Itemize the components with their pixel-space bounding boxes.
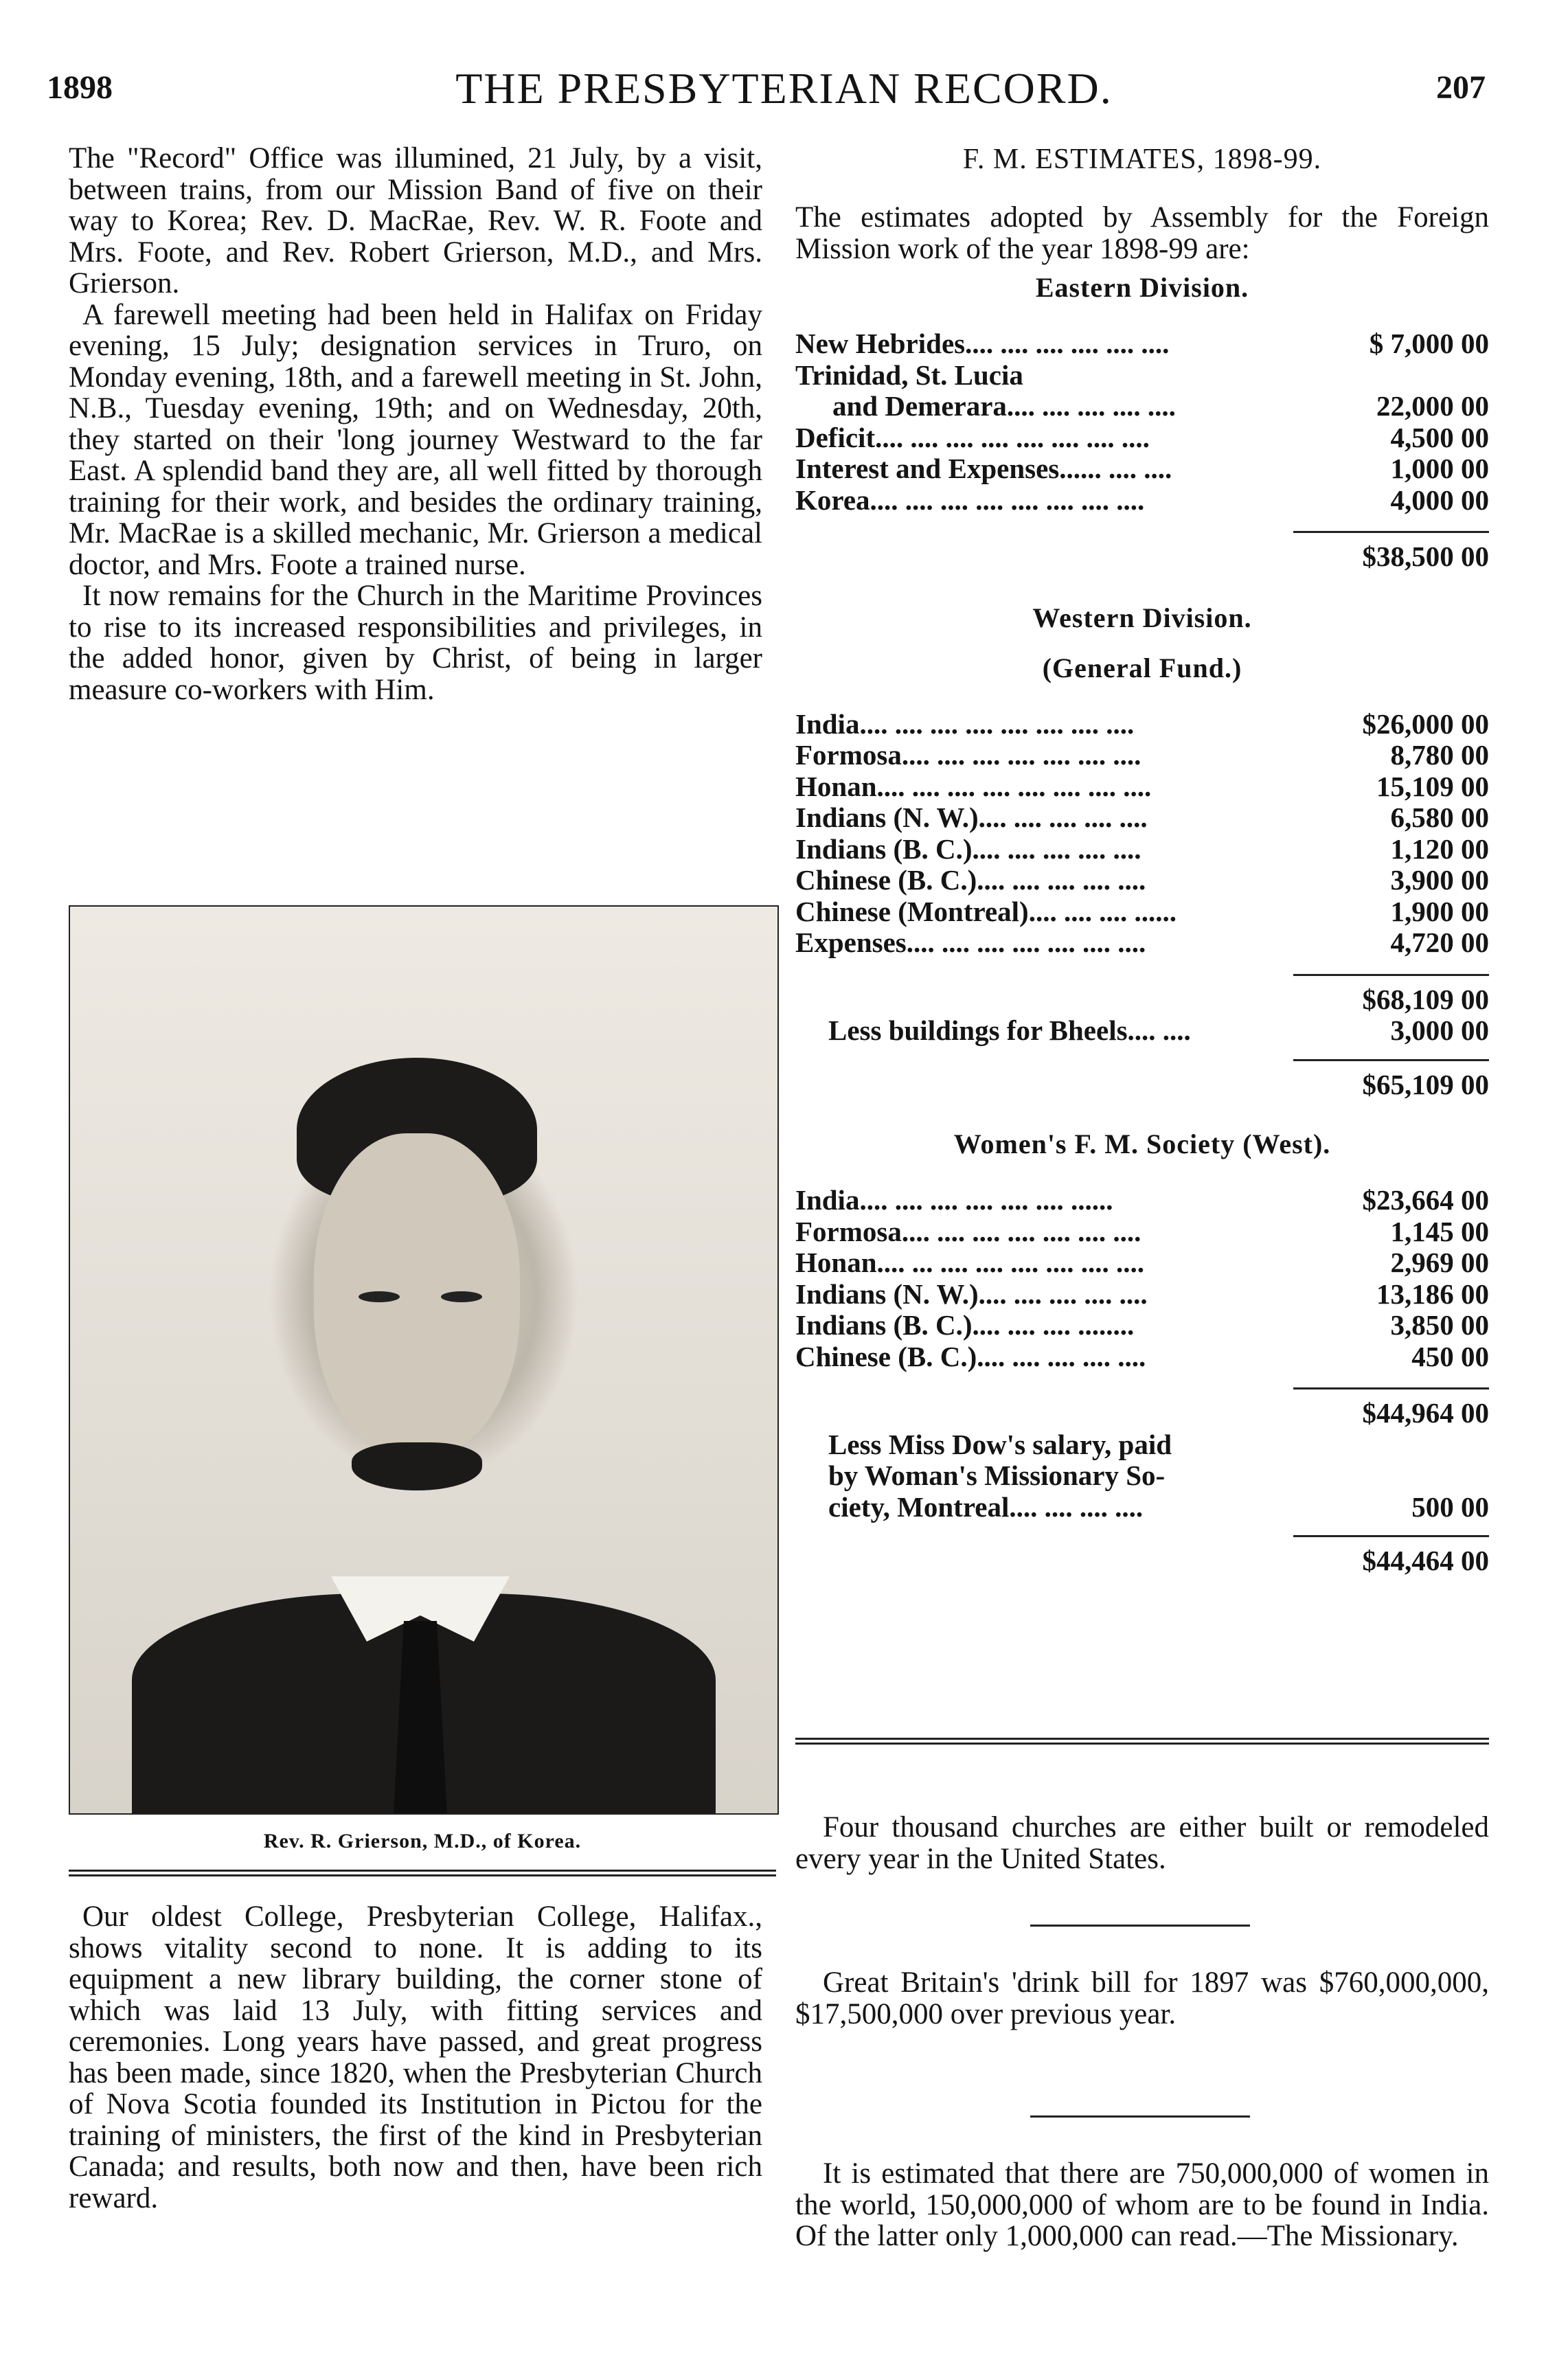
general-fund-heading: (General Fund.) <box>1042 652 1242 683</box>
paragraph-record-visit: The "Record" Office was illumined, 21 July, by a visit, between trains, from our Mission Band of five on their way to Korea; Rev. D. MacRae, Rev. W. R. Foote and Mrs. Foote, and Rev. Robert Grierson, M.D., and Mrs. Grierson. <box>69 142 762 299</box>
estimates-title: F. M. ESTIMATES, 1898-99. <box>962 144 1322 175</box>
total-rule <box>1293 531 1489 533</box>
paragraph-farewell-meeting: A farewell meeting had been held in Halifax on Friday evening, 15 July; designation services in Truro, on Monday evening, 18th, and a farewell meeting in St. John, N.B., Tuesday evening, 19th; and on Wednesday, 20th, they started on their 'long journey Westward to the far East. A splendid band they are, all well fitted by thorough training for their work, and besides the ordinary training, Mr. MacRae is a skilled mechanic, Mr. Grierson a medical doctor, and Mrs. Foote a trained nurse. <box>69 298 762 581</box>
western-total: $65,109 00 <box>1362 1068 1489 1100</box>
womens-society-heading: Women's F. M. Society (West). <box>953 1128 1331 1159</box>
table-row: India.... .... .... .... .... .... ...... $23,664 00 <box>795 1184 1489 1216</box>
womens-total-row <box>795 1545 1489 1577</box>
portrait-face <box>314 1133 520 1456</box>
womens-less-row: by Woman's Missionary So- <box>828 1460 1166 1491</box>
table-row: Indians (B. C.).... .... .... .... .... 1,120 00 <box>795 832 1489 865</box>
table-row: Formosa.... .... .... .... .... .... .... 8,780 00 <box>795 739 1489 771</box>
less-buildings-amount: 3,000 00 <box>1390 1014 1489 1046</box>
paragraph-presbyterian-college: Our oldest College, Presbyterian College, Halifax., shows vitality second to none. It is adding to its equipment a new library building, the corner stone of which was laid 13 July, with fitting services and ceremonies. Long years have passed, and great progress has been made, since 1820, when the Presbyterian Church of Nova Scotia founded its Institution in Pictou for the training of ministers, the first of the kind in Presbyterian Canada; and results, both now and then, have been rich reward. <box>69 1901 762 2214</box>
table-row: Deficit.... .... .... .... .... .... .... .... 4,500 00 <box>795 421 1489 453</box>
womens-table <box>795 1185 1489 1577</box>
table-row: Honan.... ... .... .... .... .... .... .... 2,969 00 <box>795 1247 1489 1278</box>
portrait-photo <box>69 905 779 1815</box>
western-subtotal: $68,109 00 <box>1362 983 1489 1015</box>
page-header <box>0 63 1568 118</box>
table-row: Indians (B. C.).... .... .... ........ 3,850 00 <box>795 1309 1489 1341</box>
western-less-row <box>795 1015 1489 1047</box>
western-subtotal-row <box>795 984 1489 1016</box>
photo-caption: Rev. R. Grierson, M.D., of Korea. <box>263 1830 582 1852</box>
table-row: Indians (N. W.).... .... .... .... .... 13,186 00 <box>795 1278 1489 1310</box>
table-row: Trinidad, St. Lucia <box>795 359 1023 391</box>
paragraph-maritime-church: It now remains for the Church in the Maritime Provinces to rise to its increased responsibilities and privileges, in the added honor, given by Christ, of being in larger measure co-workers with Him. <box>69 580 762 706</box>
table-row: Chinese (B. C.).... .... .... .... .... 450 00 <box>795 1340 1489 1372</box>
table-row: Chinese (Montreal).... .... .... ...... 1,900 00 <box>795 895 1489 927</box>
womens-subtotal: $44,964 00 <box>1362 1397 1489 1429</box>
estimates-intro: The estimates adopted by Assembly for the Foreign Mission work of the year 1898-99 are: <box>795 201 1489 265</box>
portrait-right-eye <box>441 1291 482 1302</box>
eastern-table <box>795 328 1489 573</box>
total-rule <box>1293 1535 1489 1537</box>
table-row: and Demerara.... .... .... .... .... 22,000 00 <box>832 390 1489 422</box>
eastern-total-row <box>795 541 1489 573</box>
table-row: New Hebrides.... .... .... .... .... .... $ 7,000 00 <box>795 328 1489 359</box>
left-column <box>69 143 762 705</box>
short-rule <box>1030 2115 1250 2118</box>
less-salary-amount: 500 00 <box>1411 1490 1489 1523</box>
western-division-heading: Western Division. <box>1032 602 1252 633</box>
note-drink-bill: Great Britain's 'drink bill for 1897 was $760,000,000, $17,500,000 over previous year. <box>795 1966 1489 2030</box>
less-buildings-label: Less buildings for Bheels.... .... <box>828 1014 1191 1046</box>
header-year: 1898 <box>47 69 113 106</box>
double-rule-left <box>69 1870 776 1876</box>
table-row: Chinese (B. C.).... .... .... .... .... 3,900 00 <box>795 864 1489 896</box>
table-row: Expenses.... .... .... .... .... .... .... 4,720 00 <box>795 927 1489 958</box>
table-row: Indians (N. W.).... .... .... .... .... 6,580 00 <box>795 802 1489 833</box>
western-total-row <box>795 1069 1489 1101</box>
estimates-section <box>795 143 1489 1577</box>
table-row: Korea.... .... .... .... .... .... .... .... 4,000 00 <box>795 484 1489 516</box>
page-number: 207 <box>1436 69 1486 106</box>
short-rule <box>1030 1925 1250 1927</box>
western-table <box>795 709 1489 1101</box>
subtotal-rule <box>1293 974 1489 976</box>
table-row: India.... .... .... .... .... .... .... .... $26,000 00 <box>795 707 1489 740</box>
portrait-left-eye <box>359 1291 400 1302</box>
note-women-india: It is estimated that there are 750,000,000 of women in the world, 150,000,000 of whom are to be found in India. Of the latter only 1,000,000 can read.—The Missionary. <box>795 2157 1489 2252</box>
table-row: Honan.... .... .... .... .... .... .... .... 15,109 00 <box>795 770 1489 802</box>
table-row: Formosa.... .... .... .... .... .... .... 1,145 00 <box>795 1215 1489 1247</box>
college-section <box>69 1901 762 2214</box>
eastern-total: $38,500 00 <box>1362 541 1489 572</box>
eastern-division-heading: Eastern Division. <box>1035 272 1249 303</box>
total-rule <box>1293 1059 1489 1061</box>
subtotal-rule <box>1293 1387 1489 1389</box>
womens-less-row: Less Miss Dow's salary, paid <box>828 1428 1172 1460</box>
womens-less-row: ciety, Montreal.... .... .... .... 500 00 <box>828 1490 1489 1523</box>
double-rule-right <box>795 1738 1489 1745</box>
table-row: Interest and Expenses...... .... .... 1,000 00 <box>795 453 1489 484</box>
publication-title: THE PRESBYTERIAN RECORD. <box>455 64 1113 113</box>
womens-subtotal-row <box>795 1398 1489 1429</box>
portrait-moustache <box>352 1442 482 1490</box>
womens-total: $44,464 00 <box>1362 1545 1489 1576</box>
note-churches: Four thousand churches are either built or remodeled every year in the United States. <box>795 1811 1489 1875</box>
